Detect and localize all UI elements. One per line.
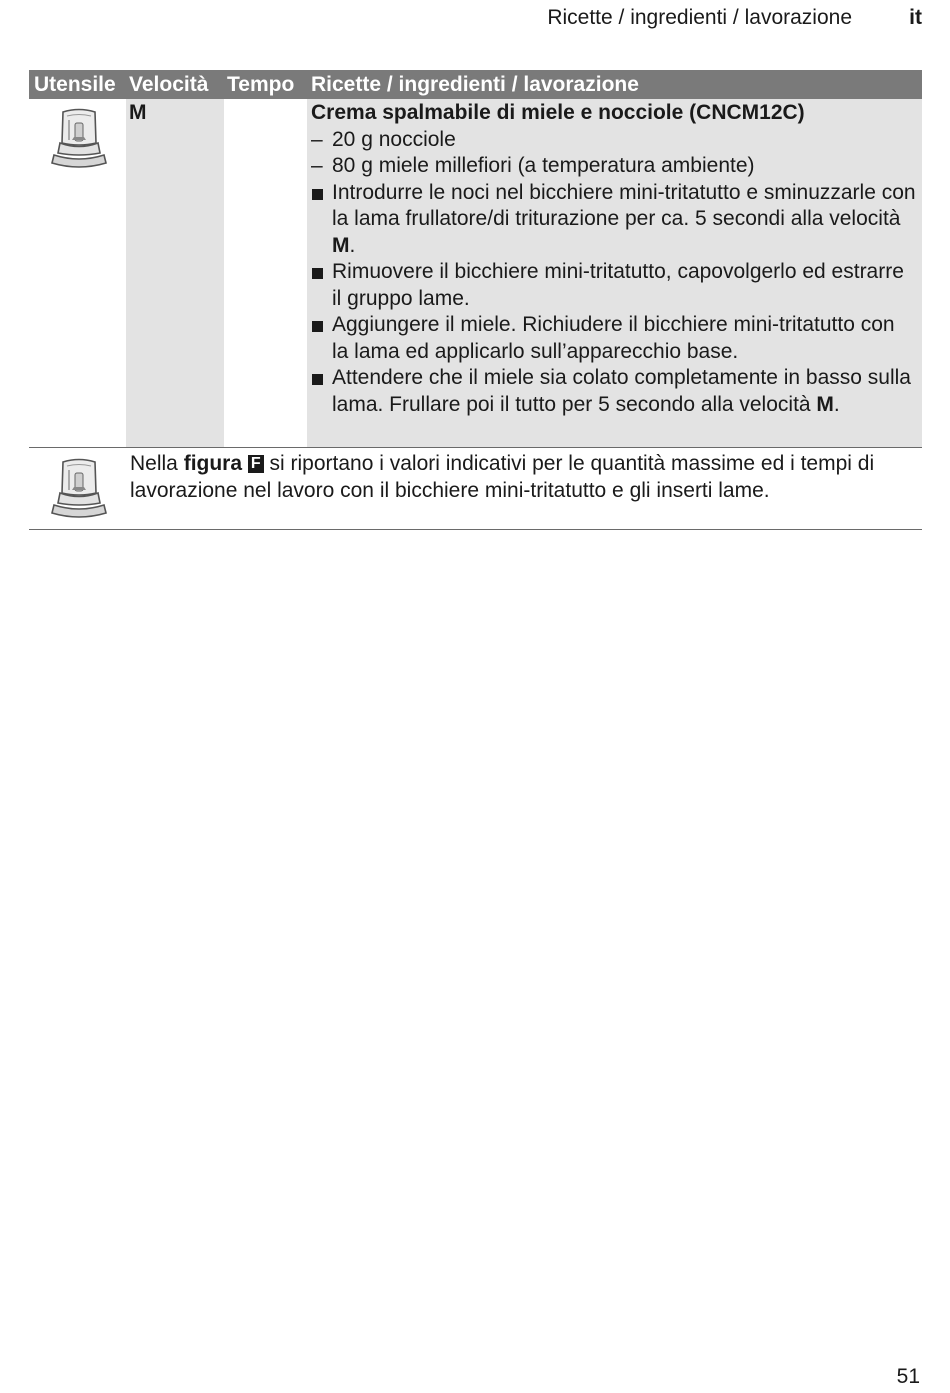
time-cell [224, 99, 307, 447]
step-item: Aggiungere il miele. Richiudere il bicchiere mini-tritatutto con la lama ed applicarlo sull’apparecchio base. [311, 312, 916, 365]
table-header [29, 70, 922, 99]
speed-cell: M [126, 99, 224, 447]
column-header-tool: Utensile [34, 72, 116, 96]
figure-badge: F [248, 455, 264, 473]
header-language: it [909, 6, 922, 29]
step-item: Rimuovere il bicchiere mini-tritatutto, capovolgerlo ed estrarre il gruppo lame. [311, 259, 916, 312]
recipe-cell [307, 99, 922, 447]
page-number: 51 [896, 1365, 920, 1388]
step-item: Introdurre le noci nel bicchiere mini-tritatutto e sminuzzarle con la lama frullatore/di triturazione per ca. 5 secondi alla velocità M. [311, 180, 916, 260]
ingredient-item: – 20 g nocciole [311, 127, 456, 151]
step-item: Attendere che il miele sia colato completamente in basso sulla lama. Frullare poi il tutto per 5 secondo alla velocità M. [311, 365, 916, 418]
mini-chopper-icon [50, 457, 108, 521]
mini-chopper-icon [50, 107, 108, 171]
note-icon-cell [29, 448, 126, 529]
column-header-recipe: Ricette / ingredienti / lavorazione [311, 72, 639, 96]
note-row [29, 448, 922, 530]
column-header-speed: Velocità [129, 72, 209, 96]
header-section-title: Ricette / ingredienti / lavorazione [547, 6, 852, 29]
page-header [0, 6, 950, 32]
note-text: Nella figura F si riportano i valori indicativi per le quantità massime ed i tempi di lavorazione nel lavoro con il bicchiere mini-tritatutto e gli inserti lame. [130, 452, 875, 502]
tool-cell [29, 99, 126, 447]
recipe-table [29, 70, 922, 530]
column-header-time: Tempo [227, 72, 295, 96]
ingredient-item: – 80 g miele millefiori (a temperatura ambiente) [311, 154, 755, 177]
recipe-title: Crema spalmabile di miele e nocciole (CNCM12C) [311, 101, 805, 124]
table-row [29, 99, 922, 448]
